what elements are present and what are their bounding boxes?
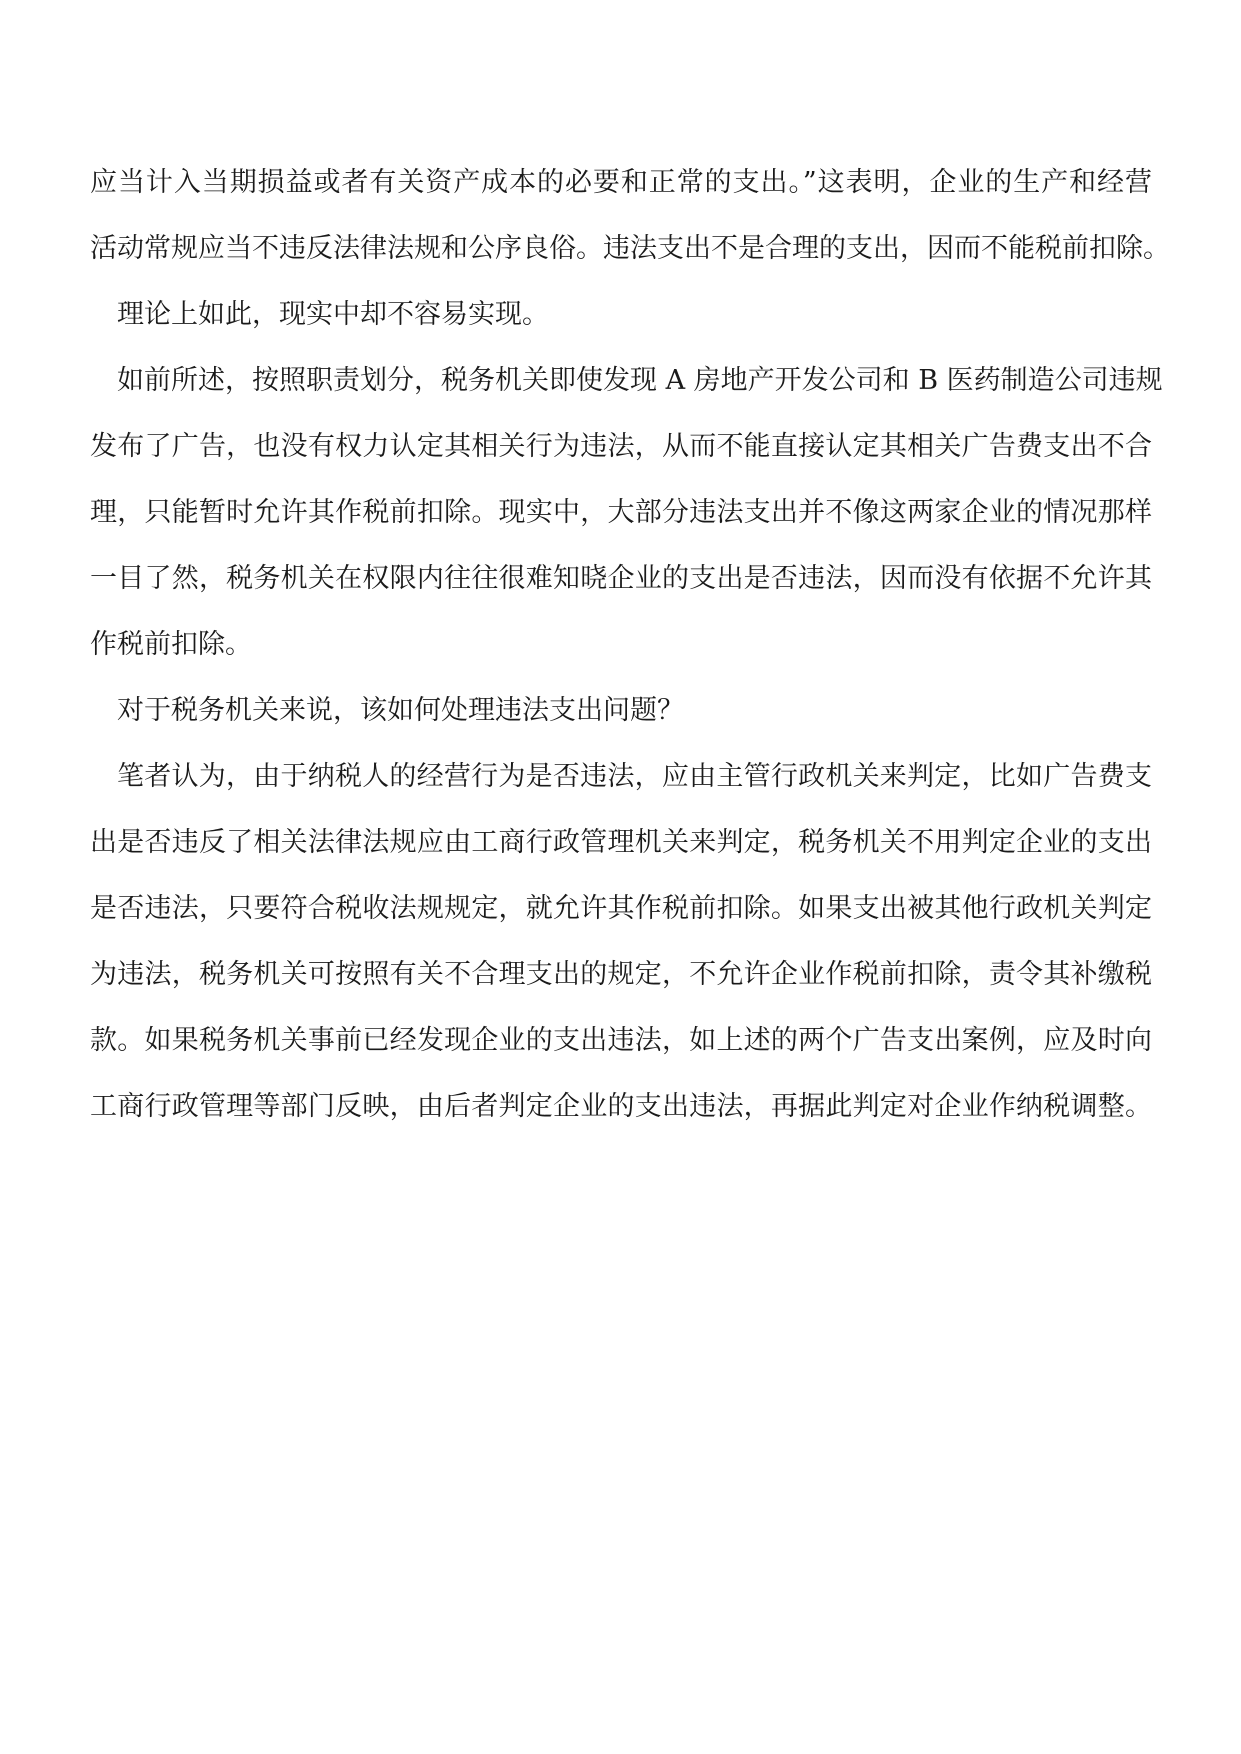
text-line: 应当计入当期损益或者有关资产成本的必要和正常的支出。”这表明，企业的生产和经营 [90, 167, 1152, 198]
text-line: 出是否违反了相关法律法规应由工商行政管理机关来判定，税务机关不用判定企业的支出 [90, 827, 1152, 858]
text-line: 发布了广告，也没有权力认定其相关行为违法，从而不能直接认定其相关广告费支出不合 [90, 431, 1152, 462]
text-line: 一目了然，税务机关在权限内往往很难知晓企业的支出是否违法，因而没有依据不允许其 [90, 563, 1152, 594]
text-line: 对于税务机关来说，该如何处理违法支出问题？ [117, 695, 684, 726]
text-line: 作税前扣除。 [90, 629, 252, 660]
text-line: 理论上如此，现实中却不容易实现。 [117, 299, 549, 330]
text-line: 如前所述，按照职责划分，税务机关即使发现 A 房地产开发公司和 B 医药制造公司违规 [117, 365, 1163, 396]
text-line: 为违法，税务机关可按照有关不合理支出的规定，不允许企业作税前扣除，责令其补缴税 [90, 959, 1152, 990]
text-line: 工商行政管理等部门反映，由后者判定企业的支出违法，再据此判定对企业作纳税调整。 [90, 1091, 1152, 1122]
text-line: 款。如果税务机关事前已经发现企业的支出违法，如上述的两个广告支出案例，应及时向 [90, 1025, 1152, 1056]
text-line: 笔者认为，由于纳税人的经营行为是否违法，应由主管行政机关来判定，比如广告费支 [117, 761, 1152, 792]
text-line: 理，只能暂时允许其作税前扣除。现实中，大部分违法支出并不像这两家企业的情况那样 [90, 497, 1152, 528]
text-line: 活动常规应当不违反法律法规和公序良俗。违法支出不是合理的支出，因而不能税前扣除。 [90, 233, 1170, 264]
document-body [90, 150, 1170, 1140]
text-line: 是否违法，只要符合税收法规规定，就允许其作税前扣除。如果支出被其他行政机关判定 [90, 893, 1152, 924]
